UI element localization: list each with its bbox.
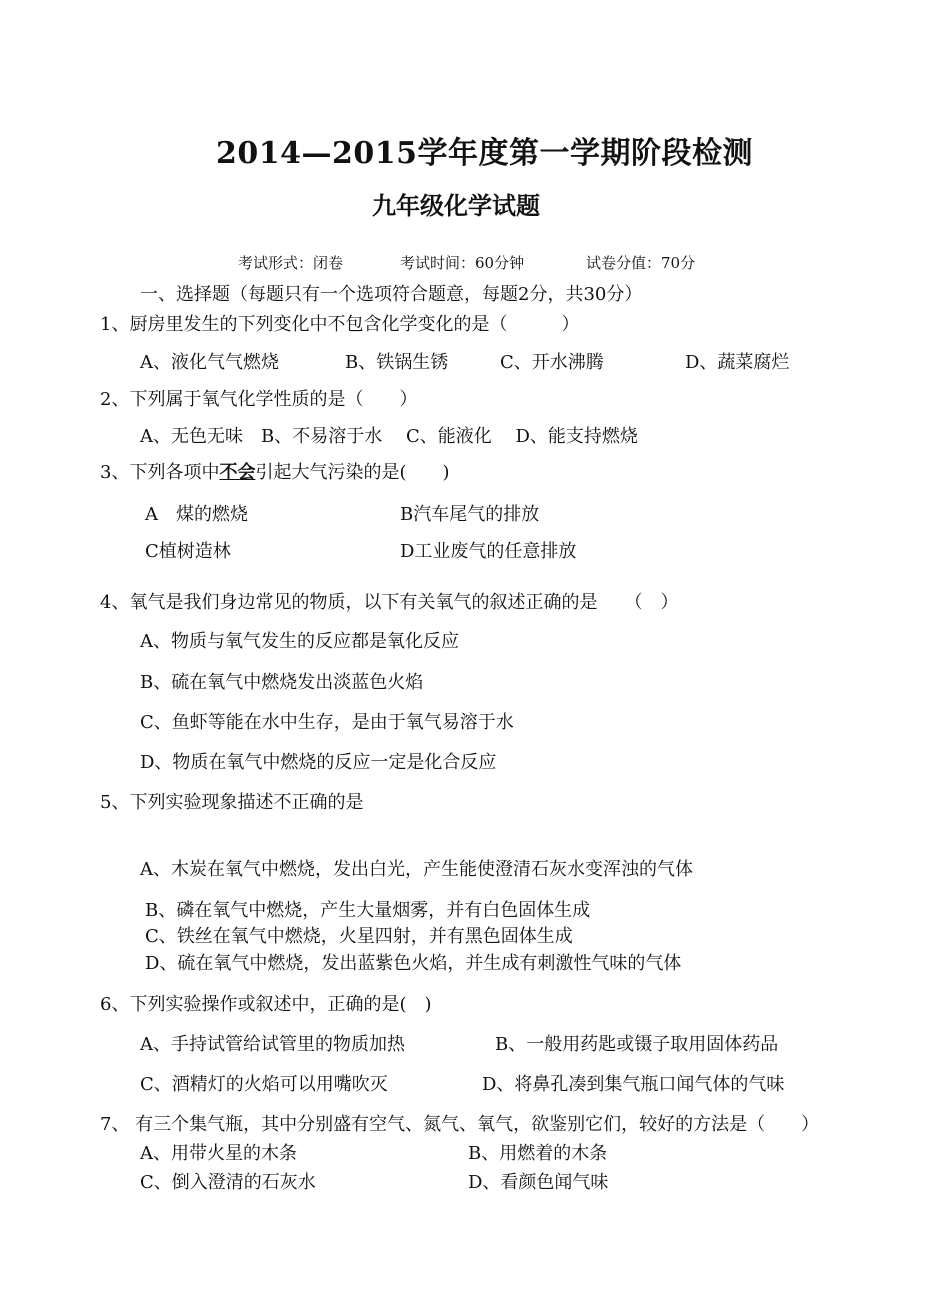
exam-form: 考试形式：闭卷: [238, 254, 344, 272]
exam-time: 考试时间：60分钟: [400, 254, 525, 272]
question-1-option-d: D、蔬菜腐烂: [685, 352, 790, 373]
question-6-option-b: B、一般用药匙或镊子取用固体药品: [495, 1034, 779, 1055]
question-3-option-b: B汽车尾气的排放: [400, 504, 540, 525]
question-3-option-a: A 煤的燃烧: [145, 504, 248, 525]
question-6-stem: 6、下列实验操作或叙述中，正确的是( ): [100, 994, 432, 1015]
question-5-option-b: B、磷在氧气中燃烧，产生大量烟雾，并有白色固体生成: [145, 900, 591, 921]
question-4-option-a: A、物质与氧气发生的反应都是氧化反应: [140, 631, 459, 652]
question-3-stem: [100, 458, 450, 484]
question-2-options: A、无色无味 B、不易溶于水 C、能液化 D、能支持燃烧: [140, 426, 638, 447]
question-3-stem-pre: 3、下列各项中: [100, 462, 220, 483]
question-5-option-c: C、铁丝在氧气中燃烧，火星四射，并有黑色固体生成: [145, 926, 573, 947]
question-6-option-c: C、酒精灯的火焰可以用嘴吹灭: [140, 1074, 388, 1095]
exam-subtitle: 九年级化学试题: [372, 191, 540, 220]
question-7-option-b: B、用燃着的木条: [468, 1143, 608, 1164]
question-7-option-c: C、倒入澄清的石灰水: [140, 1172, 316, 1193]
question-4-option-d: D、物质在氧气中燃烧的反应一定是化合反应: [140, 752, 497, 773]
question-7-option-d: D、看颜色闻气味: [468, 1172, 609, 1193]
question-3-stem-post: 引起大气污染的是( ): [255, 462, 450, 483]
question-3-emphasis: 不会: [219, 462, 256, 483]
question-5-option-a: A、木炭在氧气中燃烧，发出白光，产生能使澄清石灰水变浑浊的气体: [140, 859, 693, 880]
exam-title: 2014—2015学年度第一学期阶段检测: [216, 136, 753, 171]
question-2-stem: 2、下列属于氧气化学性质的是（ ）: [100, 389, 418, 410]
question-1-option-c: C、开水沸腾: [500, 352, 604, 373]
exam-score: 试卷分值：70分: [586, 254, 696, 272]
question-3-option-c: C植树造林: [145, 541, 231, 562]
question-7-option-a: A、用带火星的木条: [140, 1143, 297, 1164]
question-5-stem: 5、下列实验现象描述不正确的是: [100, 792, 364, 813]
section-heading: 一、选择题（每题只有一个选项符合题意，每题2分，共30分）: [140, 284, 643, 305]
question-1-option-a: A、液化气气燃烧: [140, 352, 279, 373]
question-6-option-a: A、手持试管给试管里的物质加热: [140, 1034, 405, 1055]
question-1-option-b: B、铁锅生锈: [345, 352, 449, 373]
question-4-option-c: C、鱼虾等能在水中生存，是由于氧气易溶于水: [140, 712, 514, 733]
question-4-stem: 4、氧气是我们身边常见的物质，以下有关氧气的叙述正确的是 （ ）: [100, 592, 679, 613]
question-5-option-d: D、硫在氧气中燃烧，发出蓝紫色火焰，并生成有刺激性气味的气体: [145, 953, 682, 974]
question-1-stem: 1、厨房里发生的下列变化中不包含化学变化的是（ ）: [100, 314, 580, 335]
question-4-option-b: B、硫在氧气中燃烧发出淡蓝色火焰: [140, 672, 424, 693]
question-6-option-d: D、将鼻孔凑到集气瓶口闻气体的气味: [482, 1074, 785, 1095]
question-7-stem: 7、 有三个集气瓶，其中分别盛有空气、氮气、氧气，欲鉴别它们，较好的方法是（ ）: [100, 1114, 820, 1135]
question-3-option-d: D工业废气的任意排放: [400, 541, 577, 562]
